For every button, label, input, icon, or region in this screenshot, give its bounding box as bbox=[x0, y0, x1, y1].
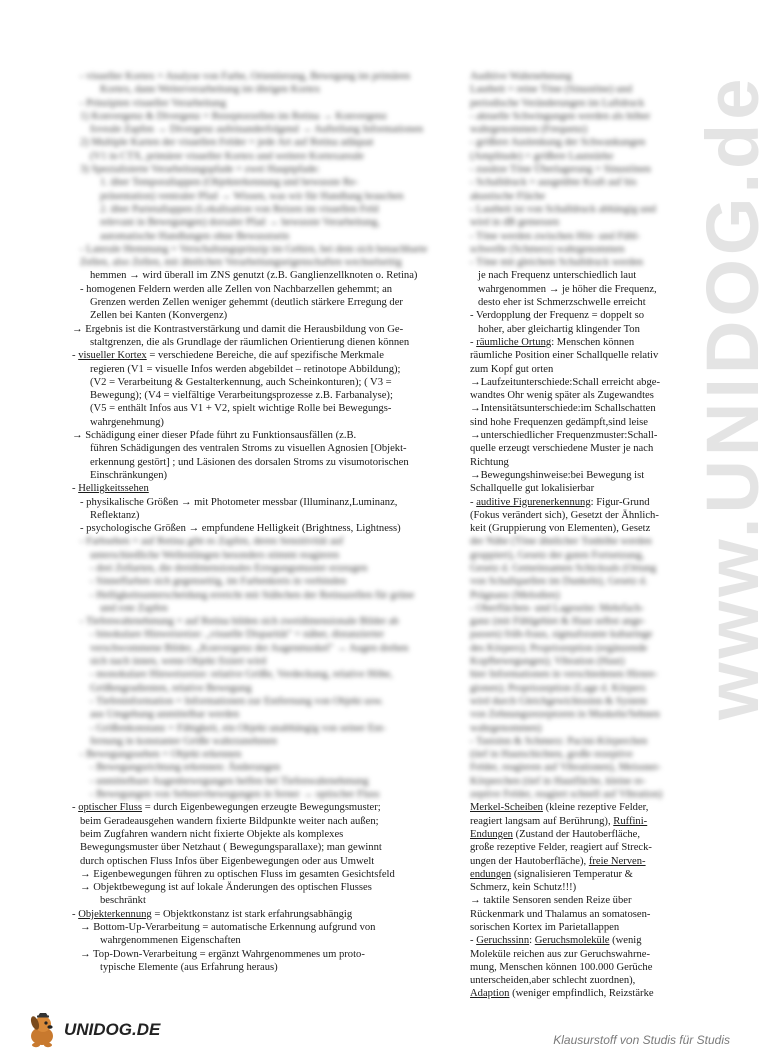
text-line: - Bewegungsrichtung erkennen: Änderungen bbox=[90, 762, 281, 774]
text-line: →unterschiedlicher Frequenzmuster:Schall- bbox=[470, 430, 658, 442]
text-line: Körperchen (tief in Hautfläche, kleine re- bbox=[470, 775, 646, 787]
text-line: - Töne werden zwischen Hör- und Fühl- bbox=[470, 230, 641, 242]
text-line: wahrgenommenen Eigenschaften bbox=[100, 935, 241, 947]
text-line: (V5 = enthält Infos aus V1 + V2, spielt wichtige Rolle bei Bewegungs- bbox=[90, 403, 392, 415]
text-span: ungen der Hautoberfläche), bbox=[470, 855, 589, 867]
logo-text: UNIDOG.DE bbox=[64, 1020, 161, 1039]
underlined-term: optischer Fluss bbox=[78, 802, 143, 814]
clear-text-block bbox=[72, 269, 452, 535]
text-span: (weniger empfindlich, Reizstärke bbox=[509, 988, 654, 1000]
blurred-text-block bbox=[72, 535, 452, 801]
text-line: hier Informationen in verschiedenen Hirnre- bbox=[470, 669, 658, 681]
text-line: - Oberflächen- und Lageseite: Mehrfach- bbox=[470, 602, 645, 614]
text-line: typische Elemente (aus Erfahrung heraus) bbox=[100, 961, 278, 973]
text-line: durch optischen Fluss Infos über Eigenbewegungen oder aus Umwelt bbox=[80, 855, 375, 867]
text-line: (Amplitude) = größere Lautstärke bbox=[470, 150, 614, 162]
text-line: Grenzen werden Zellen weniger gehemmt (deutlich stärkere Erregung der bbox=[90, 297, 403, 309]
text-line: 1. über Temporallappen (Objekterkennung und bewusste Re- bbox=[100, 177, 359, 189]
text-line: staltgrenzen, die als Grundlage der räumlichen Orientierung dienen können bbox=[90, 336, 410, 348]
text-line: unterschiedliche Wellenlängen besonders stimmt reagieren bbox=[90, 549, 339, 561]
clear-text-block bbox=[470, 269, 692, 535]
text-line: wahrgenommen) bbox=[470, 722, 542, 734]
text-line: automatische Handlungen ohne Bewusstsein bbox=[100, 230, 290, 242]
text-line: - Töne mit gleichem Schalldruck werden bbox=[470, 257, 644, 269]
text-line: - visueller Kortex = verschiedene Bereiche, die auf spezifische Merkmale bbox=[72, 350, 384, 362]
text-line: der Nähe (Töne ähnlicher Tonhöhe werden bbox=[470, 536, 652, 548]
text-line: und rote Zapfen bbox=[100, 602, 168, 614]
text-line: Auditive Wahrnehmung bbox=[470, 71, 572, 82]
text-line: schwelle (Schmerz) wahrgenommen bbox=[470, 243, 625, 255]
text-line: 3) Spezialisierte Verarbeitungspfade = zwei Hauptpfade: bbox=[80, 164, 320, 176]
text-line: Größengradienten, relative Bewegung bbox=[90, 682, 252, 694]
underlined-term: endungen bbox=[470, 868, 512, 880]
text-line: hemmen → wird überall im ZNS genutzt (z.B. Ganglienzellknoten o. Retina) bbox=[90, 270, 418, 282]
text-line: Einschränkungen) bbox=[90, 469, 168, 481]
text-line bbox=[470, 868, 692, 881]
text-line: - Schalldruck = ausgeübte Kraft auf bis bbox=[470, 177, 637, 189]
text-line: gruppiert), Gesetz der guten Fortsetzung, bbox=[470, 549, 645, 561]
underlined-term: Ruffini- bbox=[613, 815, 648, 827]
blurred-text-block bbox=[470, 535, 692, 801]
text-line: Kortex, dann Weiterverarbeitung im übrigen Kortex bbox=[100, 84, 321, 96]
text-line: wird durch Gleichgewichtssinn & System bbox=[470, 695, 648, 707]
text-span: - bbox=[470, 935, 477, 947]
text-line bbox=[470, 987, 692, 1000]
text-line: keit (Gruppierung von Elementen), Gesetz bbox=[470, 523, 651, 535]
text-line: relevant in Bewegungen) dorsaler Pfad → bewusste Verarbeitung, bbox=[100, 217, 380, 229]
text-line: - visueller Kortex = Analyse von Farbe, Orientierung, Bewegung im primären bbox=[80, 71, 411, 82]
text-line: hoher, aber gleichartig klingender Ton bbox=[478, 323, 640, 335]
text-line: →Laufzeitunterschiede:Schall erreicht abge- bbox=[470, 376, 661, 388]
text-span: (signalisieren Temperatur & bbox=[511, 868, 633, 880]
text-line: Zellen, also Zellen, mit ähnlichen Verarbeitungseigenschaften wechselseitig bbox=[80, 257, 402, 269]
blurred-text-block bbox=[72, 70, 452, 269]
text-line: sich nach innen, wenn Objekt fixiert wird bbox=[90, 656, 267, 668]
text-line: Zellen bei Kanten (Konvergenz) bbox=[90, 310, 228, 322]
text-line: zum Kopf gut orten bbox=[470, 363, 554, 375]
clear-text-block bbox=[470, 801, 692, 1000]
right-column bbox=[470, 70, 692, 1001]
text-line: unterscheiden,aber schlecht zuordnen), bbox=[470, 975, 636, 987]
text-span: reagiert langsam auf Berührung), bbox=[470, 815, 614, 827]
text-line: (V1 in CTX, primärer visueller Kortex und weitere Kortexareale bbox=[90, 150, 364, 162]
text-line: - psychologische Größen → empfundene Helligkeit (Brightness, Lightness) bbox=[80, 523, 401, 535]
text-line: - unmittelbare Augenbewegungen helfen bei Tiefenwahrnehmung bbox=[90, 775, 369, 787]
text-line: beim Geradeausgehen wandern fixierte Bildpunkte weiter nach außen; bbox=[80, 815, 379, 827]
text-line: Lautheit = reine Töne (Sinustöne) und bbox=[470, 84, 632, 96]
text-line: sind hohe Frequenzen gedämpft,sind leise bbox=[470, 416, 648, 428]
text-line: → Objektbewegung ist auf lokale Änderungen des optischen Flusses bbox=[80, 882, 372, 894]
text-line: - auditive Figurenerkennung: Figur-Grund bbox=[470, 496, 650, 508]
text-line: - physikalische Größen → mit Photometer messbar (Illuminanz,Luminanz, bbox=[80, 496, 398, 508]
text-line: führen Schädigungen des ventralen Stroms zu visuellen Agnosien [Objekt- bbox=[90, 443, 407, 455]
text-line: zeptive Felder, reagiert schnell auf Vibration) bbox=[470, 789, 663, 801]
text-line bbox=[470, 934, 692, 947]
text-line: - homogenen Feldern werden alle Zellen von Nachbarzellen gehemmt; an bbox=[80, 283, 393, 295]
underlined-term: freie Nerven- bbox=[588, 855, 646, 867]
text-line: Bewegung); (V4 = vielfältige Verarbeitungsprozesse z.B. Farbanalyse); bbox=[90, 390, 393, 402]
text-line: periodische Veränderungen im Luftdruck bbox=[470, 97, 645, 109]
text-line: foveale Zapfen → Divergenz aufeinanderfolgend → Aufteilung Informationen bbox=[90, 124, 424, 136]
text-line: gionen); Propriozeption (Lage d. Körpers bbox=[470, 682, 646, 694]
text-line: mung, Menschen können 100.000 Gerüche bbox=[470, 961, 653, 973]
text-span: (wenig bbox=[609, 935, 642, 947]
text-line: wahrgenommen → je höher die Frequenz, bbox=[478, 283, 657, 295]
underlined-term: Adaption bbox=[470, 988, 510, 1000]
text-line: wahrgenommen (Frequenz) bbox=[470, 124, 588, 136]
text-span: = Objektkonstanz ist stark erfahrungsabhängig bbox=[151, 908, 353, 920]
text-line: (tief in Hautschichten, große rezeptive bbox=[470, 749, 633, 761]
text-line: - Tastsinn & Schmerz: Pacini-Körperchen bbox=[470, 735, 648, 747]
underlined-term: Geruchsmoleküle bbox=[534, 935, 610, 947]
blurred-text-block bbox=[470, 70, 692, 269]
text-line: Reflektanz) bbox=[90, 509, 140, 521]
text-line: akustische Fläche bbox=[470, 190, 546, 202]
text-line: sorischen Kortex im Parietallappen bbox=[470, 922, 620, 933]
text-line: Schallquelle gut lokalisierbar bbox=[470, 483, 595, 495]
text-line: große rezeptive Felder, reagiert auf Streck- bbox=[470, 842, 652, 854]
text-line: 1) Konvergenz & Divergenz = Rezeptorzellen im Retina → Konvergenz bbox=[80, 110, 387, 122]
text-line: verschwommene Bilder, „Konvergenz der Augenmuskel" → Augen drehen bbox=[90, 642, 409, 654]
text-line: desto eher ist Schmerzschwelle erreicht bbox=[478, 297, 646, 309]
text-line: Gesetz d. Gemeinsamen Schicksals (Ortung bbox=[470, 562, 657, 574]
underlined-term: Merkel-Scheiben bbox=[470, 802, 543, 814]
text-line: (Fokus verändert sich), Gesetzt der Ähnlich- bbox=[470, 509, 659, 521]
underlined-term: Objekterkennung bbox=[78, 908, 152, 920]
text-line: Felder, reagieren auf Vibrationen), Meissner- bbox=[470, 762, 661, 774]
text-line: - Tiefenwahrnehmung = auf Retina bilden sich zweidimensionale Bilder ab bbox=[80, 616, 399, 628]
text-line: von Schallquellen im Dunkeln), Gesetz d. bbox=[470, 576, 648, 588]
text-line: - Bewegungen von Sehnervbewegungen in ferner → optischer Fluss bbox=[90, 789, 380, 801]
text-line: aus Umgebung unmittelbar werden bbox=[90, 709, 240, 721]
text-line bbox=[470, 815, 692, 828]
text-line: →Intensitätsunterschiede:im Schallschatten bbox=[470, 403, 656, 415]
text-line: - Prinzipien visueller Verarbeitung bbox=[80, 97, 227, 109]
text-line: → Top-Down-Verarbeitung = ergänzt Wahrgenommenes um proto- bbox=[80, 948, 365, 960]
text-line: Schmerz, kein Schutz!!!) bbox=[470, 882, 577, 894]
text-line: beschränkt bbox=[100, 895, 146, 907]
text-line: - Lautheit ist von Schalldruck abhängig und bbox=[470, 203, 656, 215]
text-span: : bbox=[529, 935, 535, 947]
dog-icon bbox=[26, 1012, 60, 1048]
text-line: - drei Zellarten, die dreidimensionales Erregungsmuster erzeugen bbox=[90, 562, 368, 574]
text-span: = durch Eigenbewegungen erzeugte Bewegungsmuster; bbox=[142, 802, 381, 814]
text-line: fernung in konstanter Größe wahrzunehmen bbox=[90, 735, 278, 747]
text-line: wahrgenehmung) bbox=[90, 416, 164, 428]
text-line: regieren (V1 = visuelle Infos werden abgebildet – retinotope Abbildung); bbox=[90, 363, 401, 375]
text-line: beim Zugfahren wandern nicht fixierte Objekte als komplexes bbox=[80, 828, 344, 840]
underlined-term: Helligkeitssehen bbox=[78, 483, 149, 495]
text-line: Richtung bbox=[470, 456, 509, 468]
text-line: - Sinneffarben sich gegenseitig, im Farbenkreis in verbinden bbox=[90, 576, 347, 588]
text-line: 2) Multiple Karten der visuellen Felder = jede Art auf Retina adäquat bbox=[80, 137, 374, 149]
text-line bbox=[470, 855, 692, 868]
text-span: : Figur-Grund bbox=[590, 496, 650, 508]
text-line: quelle erzeugt verschiedene Muster je nach bbox=[470, 443, 654, 455]
text-line: - größere Auslenkung der Schwankungen bbox=[470, 137, 646, 149]
text-line: passen) früh-fraus, sigmaforante kubaringe bbox=[470, 629, 653, 641]
text-line bbox=[470, 801, 692, 814]
text-line: - aktuelle Schwingungen werden als höher bbox=[470, 110, 651, 122]
text-line: räumliche Position einer Schallquelle relativ bbox=[470, 350, 659, 362]
left-column bbox=[72, 70, 452, 974]
text-line: - Helligkeitsunterscheidung erreicht mit Stäbchen der Retinazellen für grüne bbox=[90, 589, 415, 601]
underlined-term: auditive Figurenerkennung bbox=[476, 496, 591, 508]
text-line: - räumliche Ortung: Menschen können bbox=[470, 336, 635, 348]
text-line: Kopfbewegungen); Vibration (Haut) bbox=[470, 656, 625, 668]
text-line: Bewegungsmuster über Netzhaut ( Bewegungsparallaxe); man gewinnt bbox=[80, 842, 382, 854]
clear-text-block bbox=[72, 801, 452, 974]
text-line: - monokulare Hinweisreize: relative Größe, Verdeckung, relative Höhe, bbox=[90, 669, 393, 681]
text-span: = verschiedene Bereiche, die auf spezifische Merkmale bbox=[146, 350, 384, 362]
text-line: von Zehnungsrezeptoren in Muskeln/Sehnen bbox=[470, 709, 660, 721]
text-line: präsentation) ventraler Pfad → Wissen, was wir für Handlung brauchen bbox=[100, 190, 404, 202]
underlined-term: Geruchssinn bbox=[476, 935, 530, 947]
text-line: - Farbsehen = auf Retina gibt es Zapfen, deren Sensitivität auf bbox=[80, 536, 344, 548]
text-line: - Verdopplung der Frequenz = doppelt so bbox=[470, 310, 645, 322]
text-line: wird in dB gemessen bbox=[470, 217, 560, 229]
text-line: → Bottom-Up-Verarbeitung = automatische Erkennung aufgrund von bbox=[80, 922, 376, 933]
text-line: - Größenkonstanz = Fähigkeit, ein Objekt unabhängig von seiner Ent- bbox=[90, 722, 387, 734]
underlined-term: visueller Kortex bbox=[78, 350, 147, 362]
text-line: je nach Frequenz unterschiedlich laut bbox=[478, 270, 637, 282]
text-line: - zusätze Töne Überlagerung = Sinustönen bbox=[470, 164, 651, 176]
text-line: 2. über Parietallappen (Lokalisation von Reizen im visuellen Feld bbox=[100, 203, 379, 215]
text-line: des Körpers); Propriozeption (ergänzende bbox=[470, 642, 648, 654]
text-span: (kleine rezeptive Felder, bbox=[542, 802, 649, 814]
text-line: - optischer Fluss = durch Eigenbewegungen erzeugte Bewegungsmuster; bbox=[72, 802, 381, 814]
text-line: - Objekterkennung = Objektkonstanz ist stark erfahrungsabhängig bbox=[72, 908, 353, 920]
text-line: → Ergebnis ist die Kontrastverstärkung und damit die Herausbildung von Ge- bbox=[72, 323, 404, 335]
text-span: (Zustand der Hautoberfläche, bbox=[512, 828, 641, 840]
text-line: - Bewegungssehen = Objekt erkennen bbox=[80, 749, 242, 761]
text-line: (V2 = Verarbeitung & Gestalterkennung, auch Scheinkonturen); ( V3 = bbox=[90, 376, 392, 388]
underlined-term: räumliche Ortung bbox=[476, 336, 552, 348]
text-line: Moleküle reichen aus zur Geruchswahrne- bbox=[470, 948, 651, 960]
underlined-term: Endungen bbox=[470, 828, 513, 840]
unidog-logo bbox=[26, 1010, 160, 1050]
text-line: erkennung gestört] ; und Läsionen des dorsalen Stroms zu visumotorischen bbox=[90, 456, 409, 468]
text-line: ganz (mit Fühlgebiet & Haut selbst ange- bbox=[470, 616, 646, 628]
text-line bbox=[470, 828, 692, 841]
text-line: - Tiefeninformation = Informationen zur Entfernung von Objekt usw. bbox=[90, 695, 384, 707]
text-line: → Eigenbewegungen führen zu optischen Fluss im gesamten Gesichtsfeld bbox=[80, 868, 395, 880]
text-line: → Schädigung einer dieser Pfade führt zu Funktionsausfällen (z.B. bbox=[72, 430, 357, 442]
text-line: - Helligkeitssehen bbox=[72, 483, 149, 495]
text-line: → taktile Sensoren senden Reize über bbox=[470, 895, 632, 907]
text-line: - Laterale Hemmung = Verschaltungsprinzip im Gehirn, bei dem sich benachbarte bbox=[80, 243, 428, 255]
text-line: Prägnanz (Melodien) bbox=[470, 589, 560, 601]
text-span: : Menschen können bbox=[551, 336, 635, 348]
watermark: www.UNIDOG.de bbox=[691, 74, 774, 720]
text-line: Rückenmark und Thalamus an somatosen- bbox=[470, 908, 651, 920]
text-line: →Bewegungshinweise:bei Bewegung ist bbox=[470, 469, 645, 481]
text-line: - binokulare Hinweisreize: „visuelle Disparität" = näher, distanzierter bbox=[90, 629, 385, 641]
text-line: wandtes Ohr wenig später als Zugewandtes bbox=[470, 390, 654, 402]
footer-tagline: Klausurstoff von Studis für Studis bbox=[553, 1033, 730, 1047]
